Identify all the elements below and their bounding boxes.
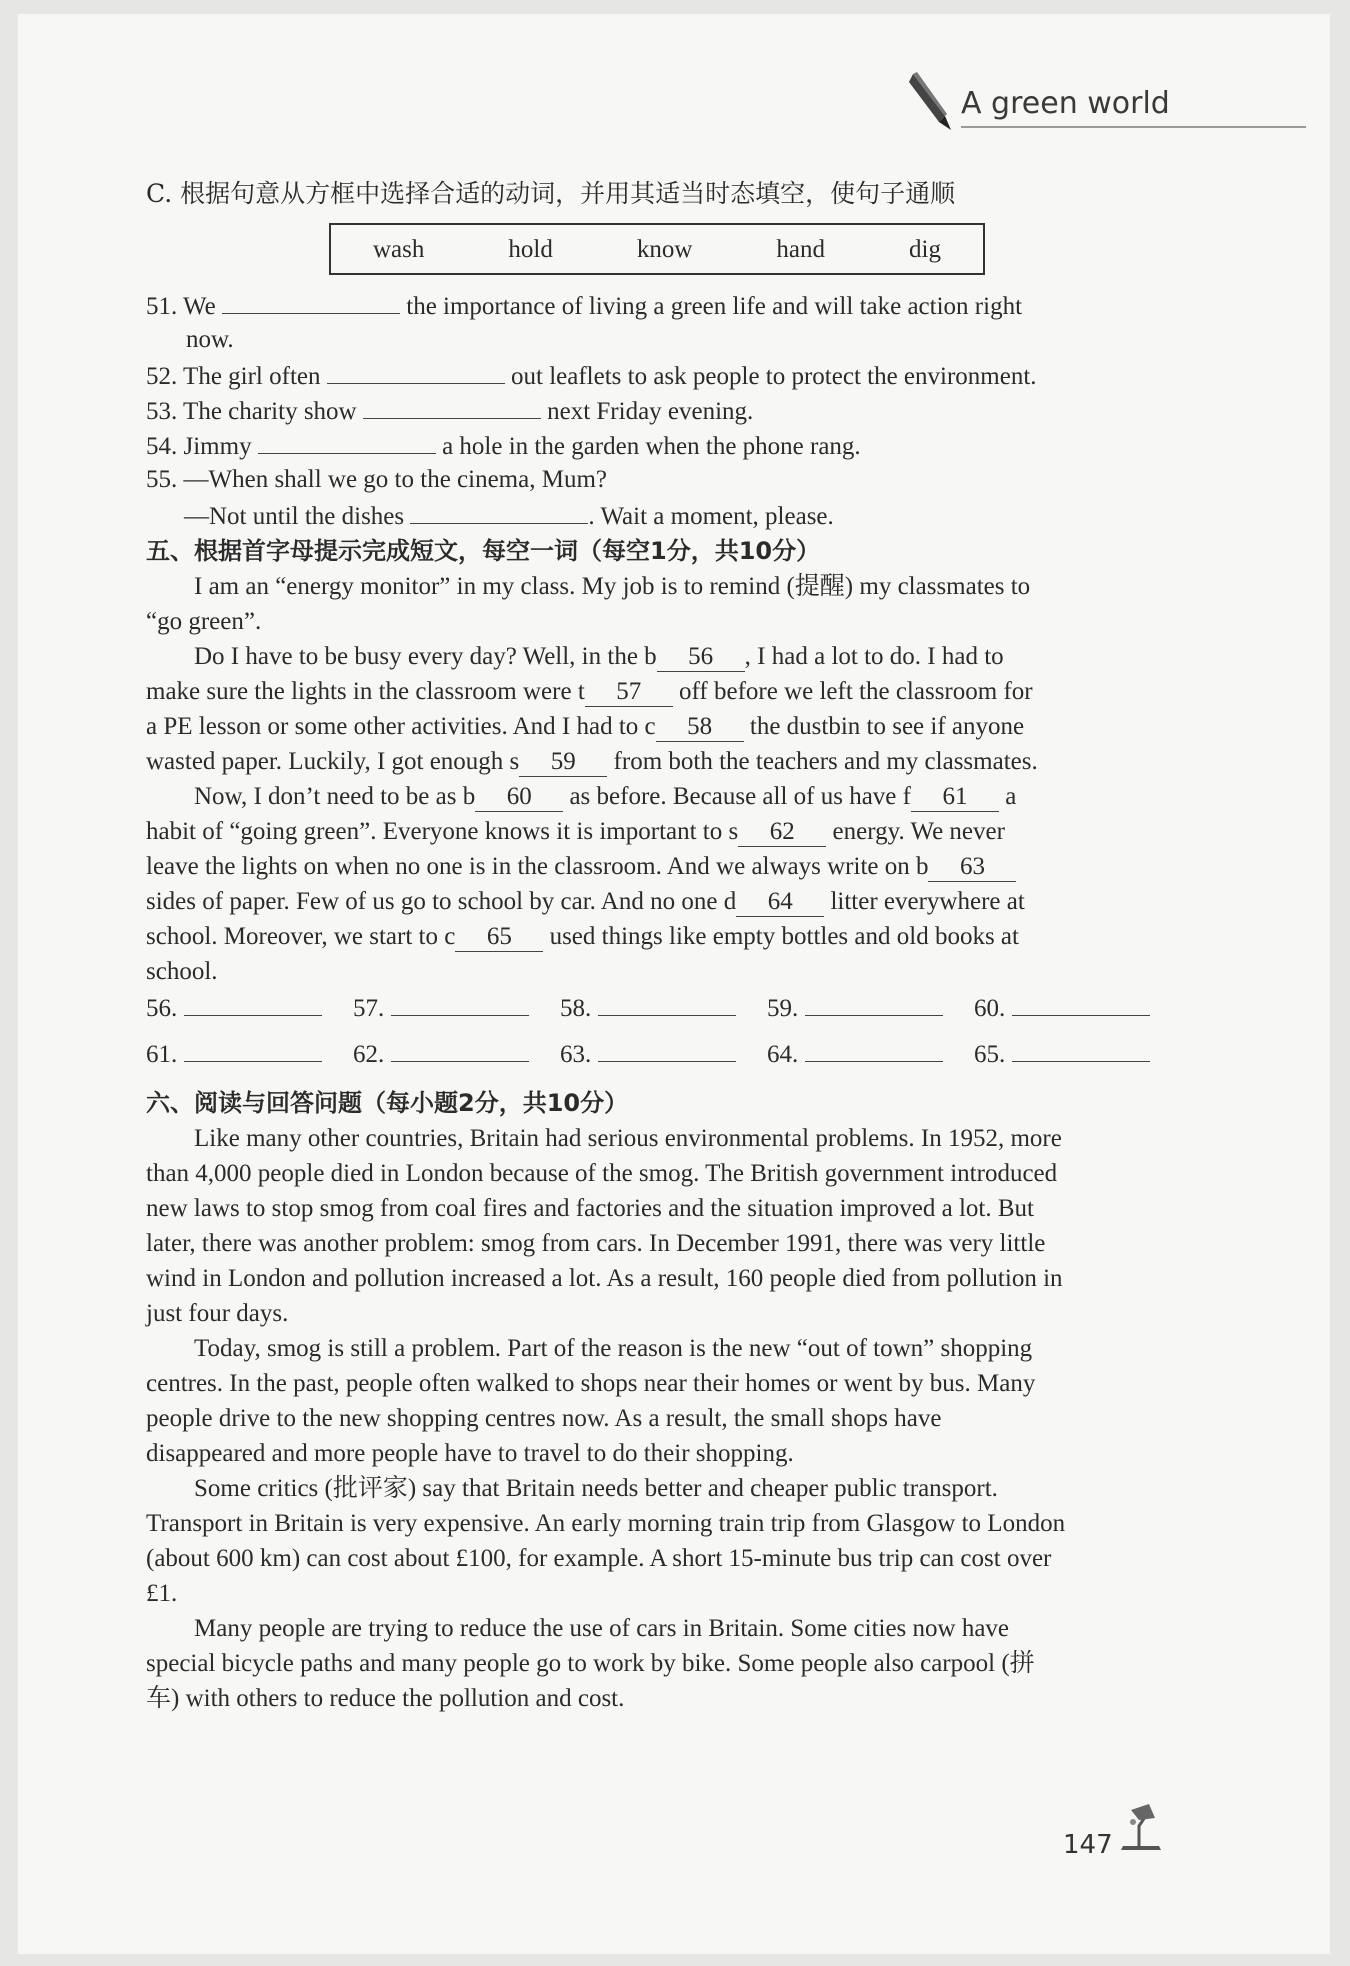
answer-number: 56. [146,995,178,1022]
page-header [905,70,1325,130]
question-54 [146,427,1181,462]
answer-number: 65. [974,1041,1006,1068]
word-option: dig [909,235,941,263]
answer-number: 58. [560,995,592,1022]
answer-cell [146,989,353,1026]
passage-line [146,814,1181,849]
question-text: 51. We [146,293,216,320]
numbered-blank-62[interactable]: 62 [738,818,826,847]
reading-line: (about 600 km) can cost about £100, for example. A short 15-minute bus trip can cost over [146,1545,1052,1572]
numbered-blank-57[interactable]: 57 [585,678,673,707]
reading-line: just four days. [146,1300,289,1327]
numbered-blank-56[interactable]: 56 [657,643,745,672]
passage-text: used things like empty bottles and old books at [549,923,1019,950]
question-text: a hole in the garden when the phone rang. [442,433,861,460]
passage-text: habit of “going green”. Everyone knows it is important to s [146,818,739,845]
word-option: wash [373,235,425,263]
reading-line: disappeared and more people have to travel to do their shopping. [146,1440,794,1467]
heading-text: 分） [580,1089,629,1117]
question-text: 54. Jimmy [146,433,252,460]
passage-text: litter everywhere at [830,888,1025,915]
page-header-title: A green world [961,86,1170,121]
reading-line: £1. [146,1580,178,1607]
heading-text: 分，共 [666,537,739,565]
answer-blank[interactable] [184,989,322,1016]
passage-line: school. [146,958,218,985]
numbered-blank-63[interactable]: 63 [928,853,1016,882]
answer-blank[interactable] [184,1035,322,1062]
reading-line: people drive to the new shopping centres now. As a result, the small shops have [146,1405,942,1432]
answer-number: 60. [974,995,1006,1022]
page-number: 147 [1063,1830,1113,1860]
passage-text: the dustbin to see if anyone [749,713,1025,740]
header-divider [961,126,1306,128]
passage-text: sides of paper. Few of us go to school by car. And no one d [146,888,737,915]
passage-text: off before we left the classroom for [679,678,1033,705]
answer-blank[interactable] [805,1035,943,1062]
section-6-heading [146,1086,1181,1121]
passage-text: Do I have to be busy every day? Well, in the b [194,643,657,670]
reading-line: Today, smog is still a problem. Part of the reason is the new “out of town” shopping [194,1335,1033,1362]
answer-cell [767,1035,974,1072]
reading-line: 车) with others to reduce the pollution and cost. [146,1685,625,1712]
heading-text: 分，共 [474,1089,547,1117]
heading-number: 2 [458,1089,475,1117]
answer-number: 64. [767,1041,799,1068]
answer-blank[interactable] [391,1035,529,1062]
question-text: 52. The girl often [146,363,321,390]
heading-text: 分） [772,537,821,565]
passage-line: “go green”. [146,608,262,635]
passage-line [146,849,1181,884]
passage-text: Now, I don’t need to be as b [194,783,476,810]
answer-cell [146,1035,353,1072]
reading-line: new laws to stop smog from coal fires and factories and the situation improved a lot. But [146,1195,1035,1222]
passage-line [146,779,1181,814]
passage-line: I am an “energy monitor” in my class. My job is to remind (提醒) my classmates to [194,573,1031,600]
answer-cell [560,1035,767,1072]
passage-text: as before. Because all of us have f [569,783,911,810]
answer-blank[interactable] [222,287,400,314]
numbered-blank-59[interactable]: 59 [519,748,607,777]
question-text: —Not until the dishes [184,503,405,530]
answer-number: 62. [353,1041,385,1068]
answer-cell [767,989,974,1026]
word-box [329,223,985,275]
answer-number: 57. [353,995,385,1022]
answer-cell [974,1035,1181,1072]
reading-line: Many people are trying to reduce the use of cars in Britain. Some cities now have [194,1615,1010,1642]
question-55-reply [146,497,1181,532]
answer-blank[interactable] [1012,989,1150,1016]
desk-lamp-icon [1113,1800,1169,1856]
answer-blank[interactable] [327,357,505,384]
passage-text: wasted paper. Luckily, I got enough s [146,748,520,775]
numbered-blank-60[interactable]: 60 [475,783,563,812]
answer-cell [353,989,560,1026]
numbered-blank-61[interactable]: 61 [911,783,999,812]
answer-cell [974,989,1181,1026]
heading-number: 10 [546,1089,581,1117]
reading-line: centres. In the past, people often walked to shops near their homes or went by bus. Many [146,1370,1036,1397]
section-c-instruction: C. 根据句意从方框中选择合适的动词，并用其适当时态填空，使句子通顺 [146,179,956,208]
heading-number: 1 [650,537,667,565]
pen-icon [905,70,955,132]
reading-line: special bicycle paths and many people go to work by bike. Some people also carpool (拼 [146,1650,1035,1677]
numbered-blank-65[interactable]: 65 [455,923,543,952]
answer-cell [560,989,767,1026]
passage-text: , I had a lot to do. I had to [744,643,1004,670]
answer-row-2 [146,1024,1181,1072]
passage-line [146,674,1181,709]
passage-line [146,744,1181,779]
answer-blank[interactable] [363,392,541,419]
heading-text: 五、根据首字母提示完成短文，每空一词（每空 [146,537,650,565]
passage-line [146,884,1181,919]
question-text: next Friday evening. [547,398,754,425]
reading-line: Like many other countries, Britain had serious environmental problems. In 1952, more [194,1125,1062,1152]
answer-number: 59. [767,995,799,1022]
answer-blank[interactable] [598,1035,736,1062]
passage-line [146,639,1181,674]
answer-blank[interactable] [805,989,943,1016]
reading-line: later, there was another problem: smog from cars. In December 1991, there was very little [146,1230,1046,1257]
question-text: the importance of living a green life and will take action right [406,293,1023,320]
answer-number: 61. [146,1041,178,1068]
answer-blank[interactable] [258,427,436,454]
word-option: hold [508,235,553,263]
answer-blank[interactable] [598,989,736,1016]
question-51 [146,287,1181,322]
question-55: 55. —When shall we go to the cinema, Mum? [146,466,607,493]
reading-line: than 4,000 people died in London because of the smog. The British government introduced [146,1160,1058,1187]
answer-number: 63. [560,1041,592,1068]
reading-line: Some critics (批评家) say that Britain needs better and cheaper public transport. [194,1475,998,1502]
section-5-heading [146,534,1181,569]
question-51-cont: now. [186,326,234,353]
answer-blank[interactable] [391,989,529,1016]
passage-text: a PE lesson or some other activities. And I had to c [146,713,656,740]
answer-blank[interactable] [1012,1035,1150,1062]
reading-line: wind in London and pollution increased a lot. As a result, 160 people died from pollution in [146,1265,1063,1292]
heading-text: 六、阅读与回答问题（每小题 [146,1089,458,1117]
passage-text: make sure the lights in the classroom were t [146,678,585,705]
word-option: know [636,235,693,263]
passage-text: energy. We never [832,818,1005,845]
word-option: hand [776,235,826,263]
reading-line: Transport in Britain is very expensive. An early morning train trip from Glasgow to London [146,1510,1066,1537]
passage-text: leave the lights on when no one is in the classroom. And we always write on b [146,853,929,880]
question-52 [146,357,1181,392]
passage-line [146,709,1181,744]
passage-text: school. Moreover, we start to c [146,923,456,950]
heading-number: 10 [738,537,773,565]
numbered-blank-58[interactable]: 58 [656,713,744,742]
worksheet-content [146,176,1181,1716]
answer-blank[interactable] [410,497,588,524]
question-53 [146,392,1181,427]
answer-row-1 [146,989,1181,1024]
answer-cell [353,1035,560,1072]
question-text: 53. The charity show [146,398,357,425]
passage-text: a [1005,783,1017,810]
question-text: out leaflets to ask people to protect the environment. [511,363,1037,390]
passage-line [146,919,1181,954]
question-text: . Wait a moment, please. [588,503,834,530]
numbered-blank-64[interactable]: 64 [736,888,824,917]
passage-text: from both the teachers and my classmates. [613,748,1038,775]
